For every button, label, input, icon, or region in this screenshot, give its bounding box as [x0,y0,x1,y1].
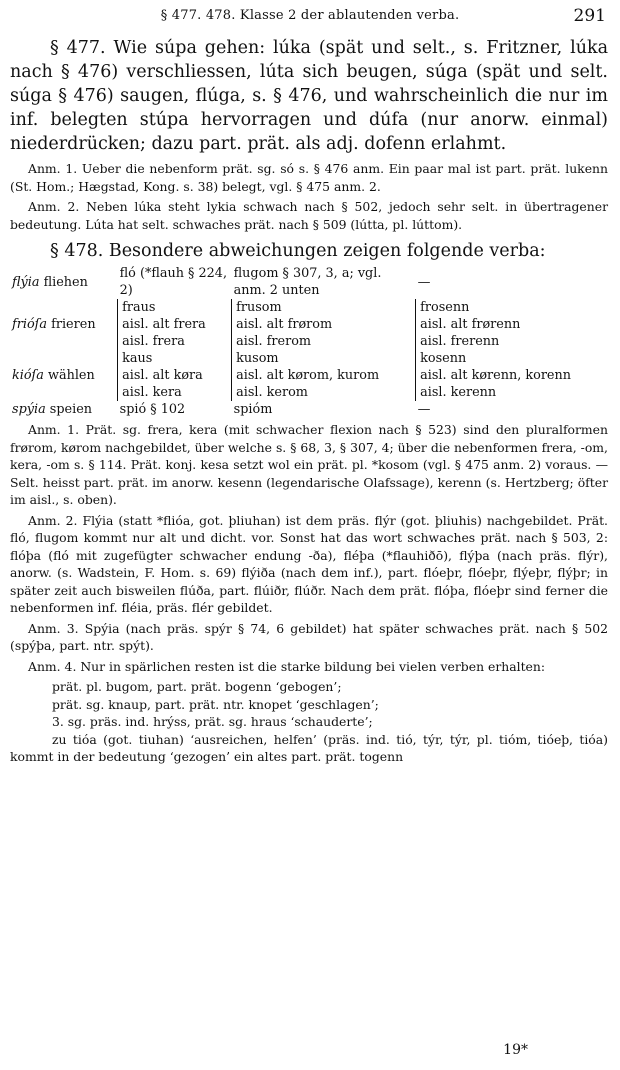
verb-inf: flýia fliehen [12,274,88,290]
list-item: 3. sg. präs. ind. hrýss, prät. sg. hraus ‘schauderte’; [52,714,373,729]
verb-row-friosa [10,299,608,350]
verb-sg-forms: fraus aisl. alt frera aisl. frera [118,299,232,350]
verb-sg: spió § 102 [119,402,186,417]
verb-sg-forms: kaus aisl. alt køra aisl. kera [118,350,232,401]
verb-row-flyia [10,265,608,299]
section-478-title: § 478. Besondere abweichungen zeigen folgende verba: [50,241,546,261]
verb-pl: flugom § 307, 3, a; vgl. anm. 2 unten [233,266,382,298]
section-477-anm2: Anm. 2. Neben lúka steht lykia schwach nach § 502, jedoch sehr selt. in übertragener bedeutung. Lúta hat selt. schwaches prät. nach § 509 (lútta, pl. lúttom). [10,199,608,232]
page-content [10,36,608,769]
section-478-anm2: Anm. 2. Flýia (statt *flióa, got. þliuhan) ist dem präs. flýr (got. þliuhis) nachgebildet. Prät. fló, flugom kommt nur alt und dicht. vor. Sonst hat das wort schwaches prät. nach § 503, 2: flóþa (fló mit zugefügter schwacher endung -ða), fléþa (*flauhiðō), flýþa (nach präs. flýr), anorw. (s. Wadstein, F. Hom. s. 69) flýiða (nach dem inf.), part. flóeþr, flóeþr, flýeþr, flýþr; in später zeit auch bisweilen flúða, part. flúiðr, flúðr. Nach dem prät. flóþa, flóeþr sind ferner die nebenformen inf. fléia, präs. flér gebildet. [10,512,608,615]
section-478-anm1: Anm. 1. Prät. sg. frera, kera (mit schwacher flexion nach § 523) sind den pluralformen frørom, kørom nachgebildet, über welche s. § 68, 3, § 307, 4; über die nebenformen frera, -om, kera, -om s. § 114. Prät. konj. kesa setzt wol ein prät. pl. *kosom (vgl. § 475 anm. 2) voraus. — Selt. heisst part. prät. im anorw. kesenn (legendarische Olafssage), kerenn (s. Hertzberg; öfter im aisl., s. oben). [10,422,608,507]
section-478-anm3: Anm. 3. Spýia (nach präs. spýr § 74, 6 gebildet) hat später schwaches prät. nach § 502 (spýþa, part. ntr. spýt). [10,620,608,653]
verb-inf: kióſa wählen [12,368,95,383]
verb-table [10,265,608,418]
running-head: § 477. 478. Klasse 2 der ablautenden verba. [160,8,460,23]
anm4-last: zu tióa (got. tiuhan) ‘ausreichen, helfen’ (präs. ind. tió, týr, týr, pl. tióm, tióeþ, tióa) kommt in der bedeutung ‘gezogen’ ein altes part. prät. togenn [10,731,608,764]
verb-row-spyia [10,401,608,418]
verb-pl-forms: frusom aisl. alt frørom aisl. frerom [232,299,416,350]
list-item: prät. pl. bugom, part. prät. bogenn ‘gebogen’; [52,679,342,694]
section-477: § 477. Wie súpa gehen: lúka (spät und selt., s. Fritzner, lúka nach § 476) verschliessen, lúta sich beugen, súga (spät und selt. súga § 476) saugen, flúga, s. § 476, und wahrscheinlich die nur im inf. belegten stúpa hervorragen und dúfa (nur anorw. einmal) niederdrücken; dazu part. prät. als adj. dofenn erlahmt. [10,38,608,154]
page-number: 291 [573,6,606,26]
running-header [10,6,610,28]
verb-part: — [417,402,431,417]
list-item: prät. sg. knaup, part. prät. ntr. knopet ‘geschlagen’; [52,696,379,712]
verb-part-forms: kosenn aisl. alt kørenn, korenn aisl. kerenn [416,350,608,401]
section-478-anm4: Anm. 4. Nur in spärlichen resten ist die starke bildung bei vielen verben erhalten: [28,658,546,674]
verb-pl: spióm [233,402,273,417]
anm4-list [10,678,608,731]
verb-pl-forms: kusom aisl. alt kørom, kurom aisl. kerom [232,350,416,401]
verb-row-kiosa [10,350,608,401]
verb-part: — [417,274,431,290]
verb-part-forms: frosenn aisl. alt frørenn aisl. frerenn [416,299,608,350]
verb-inf: spýia speien [12,402,93,417]
section-477-anm1: Anm. 1. Ueber die nebenform prät. sg. só s. § 476 anm. Ein paar mal ist part. prät. lukenn (St. Hom.; Hægstad, Kong. s. 38) belegt, vgl. § 475 anm. 2. [10,161,608,194]
signature-mark: 19* [503,1042,528,1058]
verb-inf: frióſa frieren [12,317,96,332]
verb-sg: fló (*flauh § 224, 2) [119,266,228,298]
